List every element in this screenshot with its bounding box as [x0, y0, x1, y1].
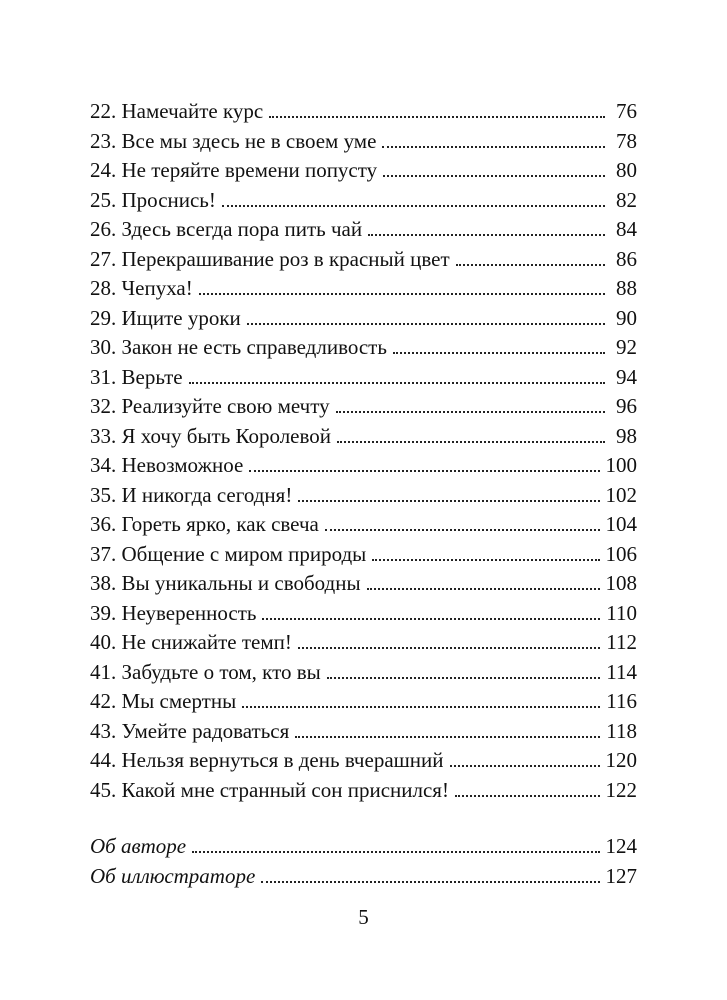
dot-leader [325, 529, 600, 531]
dot-leader [337, 441, 605, 443]
dot-leader [295, 736, 600, 738]
toc-entry-page: 94 [616, 364, 637, 389]
toc-entry-page: 110 [606, 600, 637, 625]
toc-entry [90, 333, 637, 363]
toc-entry-title: 32. Реализуйте свою мечту [90, 394, 330, 418]
dot-leader [382, 146, 605, 148]
dot-leader [269, 116, 605, 118]
toc-entry-page: 116 [606, 689, 637, 713]
dot-leader [336, 411, 605, 413]
toc-entry-page: 86 [616, 246, 637, 271]
dot-leader [456, 264, 605, 266]
toc-entry-title: 27. Перекрашивание роз в красный цвет [90, 246, 450, 271]
dot-leader [261, 881, 599, 883]
toc-entry-title: 30. Закон не есть справедливость [90, 335, 387, 359]
toc-entry [90, 481, 637, 511]
toc-entry-title: Об иллюстраторе [90, 863, 256, 888]
toc-entry-page: 90 [616, 305, 637, 330]
toc-entry-page: 122 [605, 777, 637, 802]
toc-entry [90, 540, 637, 570]
toc-entry-title: 23. Все мы здесь не в своем уме [90, 128, 377, 153]
toc-entry-page: 100 [605, 453, 637, 477]
toc-entry-page: 124 [605, 834, 637, 858]
dot-leader [189, 382, 605, 384]
table-of-contents [90, 97, 637, 891]
toc-entry [90, 186, 637, 216]
toc-entry-page: 104 [605, 512, 637, 536]
toc-entry [90, 127, 637, 157]
dot-leader [450, 765, 600, 767]
toc-entry-page: 120 [605, 748, 637, 772]
dot-leader [262, 618, 600, 620]
toc-entry [90, 304, 637, 334]
toc-entry-title: 36. Гореть ярко, как свеча [90, 512, 319, 536]
dot-leader [455, 795, 600, 797]
toc-entry [90, 245, 637, 275]
toc-entry-title: 28. Чепуха! [90, 276, 193, 300]
page-number: 5 [358, 905, 369, 929]
toc-entry [90, 658, 637, 688]
toc-entry [90, 510, 637, 540]
dot-leader [367, 588, 600, 590]
toc-entry-page: 127 [605, 863, 637, 888]
toc-entry [90, 97, 637, 127]
toc-entry-page: 112 [606, 630, 637, 654]
toc-entry [90, 832, 637, 862]
dot-leader [383, 175, 605, 177]
toc-entry-title: 41. Забудьте о том, кто вы [90, 659, 321, 684]
toc-entry-title: 40. Не снижайте темп! [90, 630, 292, 654]
toc-entry-title: 38. Вы уникальны и свободны [90, 571, 361, 595]
toc-entry-page: 84 [616, 217, 637, 241]
dot-leader [247, 323, 605, 325]
toc-entry [90, 628, 637, 658]
dot-leader [372, 559, 599, 561]
toc-entry [90, 599, 637, 629]
toc-entry [90, 862, 637, 892]
toc-entry-page: 96 [616, 394, 637, 418]
toc-entry [90, 156, 637, 186]
toc-entry-page: 118 [606, 718, 637, 743]
toc-entry-title: 35. И никогда сегодня! [90, 482, 293, 507]
toc-entry-title: 34. Невозможное [90, 453, 244, 477]
toc-entry-page: 106 [605, 541, 637, 566]
toc-entry-page: 108 [605, 571, 637, 595]
dot-leader [242, 706, 600, 708]
toc-entry [90, 422, 637, 452]
dot-leader [298, 500, 599, 502]
toc-entry-title: Об авторе [90, 834, 187, 858]
dot-leader [222, 205, 605, 207]
toc-entry-title: 44. Нельзя вернуться в день вчерашний [90, 748, 444, 772]
appendix-list [90, 832, 637, 891]
dot-leader [249, 470, 599, 472]
toc-entry-page: 102 [605, 482, 637, 507]
toc-entry-title: 25. Проснись! [90, 187, 216, 212]
dot-leader [327, 677, 601, 679]
toc-entry [90, 746, 637, 776]
toc-entry-page: 114 [606, 659, 637, 684]
toc-entry [90, 215, 637, 245]
toc-entry [90, 776, 637, 806]
dot-leader [298, 647, 600, 649]
toc-entry-page: 88 [616, 276, 637, 300]
toc-entry-title: 29. Ищите уроки [90, 305, 241, 330]
toc-entry-title: 22. Намечайте курс [90, 99, 264, 123]
toc-entry-page: 80 [616, 158, 637, 182]
toc-entry-title: 39. Неуверенность [90, 600, 257, 625]
toc-entry-page: 98 [616, 423, 637, 448]
toc-entry-title: 43. Умейте радоваться [90, 718, 290, 743]
toc-entry-page: 82 [616, 187, 637, 212]
dot-leader [368, 234, 605, 236]
toc-entry-page: 76 [616, 99, 637, 123]
dot-leader [192, 851, 599, 853]
toc-entry [90, 363, 637, 393]
toc-entry [90, 451, 637, 481]
dot-leader [393, 352, 605, 354]
toc-entry [90, 392, 637, 422]
toc-entry-title: 31. Верьте [90, 364, 183, 389]
chapter-list [90, 97, 637, 805]
toc-entry [90, 569, 637, 599]
toc-entry-title: 26. Здесь всегда пора пить чай [90, 217, 363, 241]
toc-entry-title: 42. Мы смертны [90, 689, 237, 713]
toc-entry [90, 274, 637, 304]
toc-separator [90, 805, 637, 832]
dot-leader [199, 293, 605, 295]
toc-entry-title: 24. Не теряйте времени попусту [90, 158, 378, 182]
toc-entry-page: 78 [616, 128, 637, 153]
toc-entry-title: 33. Я хочу быть Королевой [90, 423, 332, 448]
toc-entry [90, 717, 637, 747]
toc-entry [90, 687, 637, 717]
toc-entry-title: 37. Общение с миром природы [90, 541, 367, 566]
toc-entry-title: 45. Какой мне странный сон приснился! [90, 777, 449, 802]
toc-entry-page: 92 [616, 335, 637, 359]
